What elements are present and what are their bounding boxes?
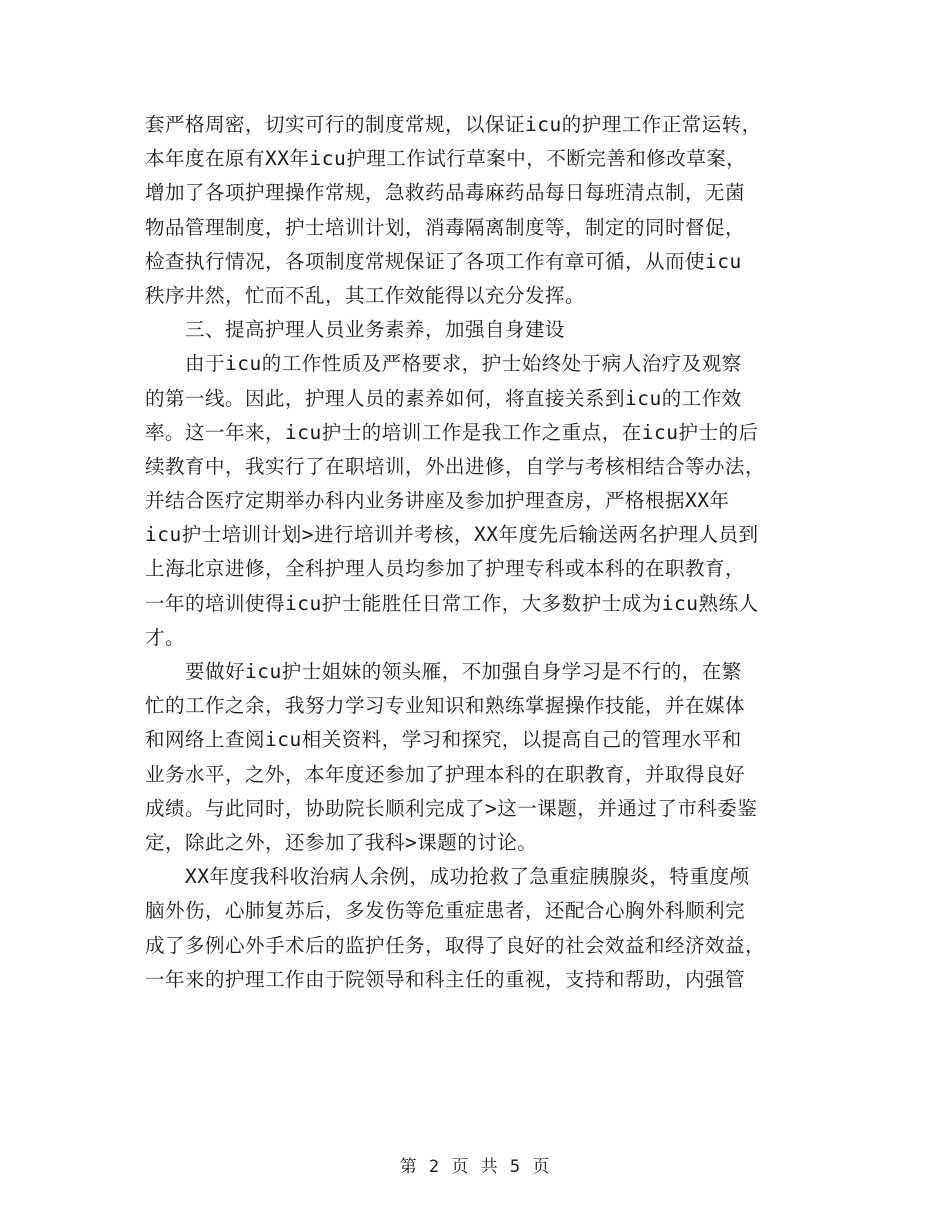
text-line: 上海北京进修，全科护理人员均参加了护理专科或本科的在职教育， bbox=[145, 557, 746, 581]
text-line: 的第一线。因此，护理人员的素养如何，将直接关系到icu的工作效 bbox=[145, 386, 742, 410]
text-line: 定，除此之外，还参加了我科>课题的讨论。 bbox=[145, 830, 538, 854]
text-line: 和网络上查阅icu相关资料，学习和探究，以提高自己的管理水平和 bbox=[145, 728, 742, 752]
text-line: 忙的工作之余，我努力学习专业知识和熟练掌握操作技能，并在媒体 bbox=[145, 694, 746, 718]
text-line: 三、提高护理人员业务素养，加强自身建设 bbox=[185, 318, 566, 342]
text-line: icu护士培训计划>进行培训并考核，XX年度先后输送两名护理人员到 bbox=[145, 523, 759, 547]
text-line: 本年度在原有XX年icu护理工作试行草案中，不断完善和修改草案， bbox=[145, 147, 747, 171]
text-line: 增加了各项护理操作常规，急救药品毒麻药品每日每班清点制，无菌 bbox=[145, 181, 746, 205]
text-line: 脑外伤，心肺复苏后，多发伤等危重症患者，还配合心胸外科顺利完 bbox=[145, 899, 746, 923]
text-line: 要做好icu护士姐妹的领头雁，不加强自身学习是不行的，在繁 bbox=[185, 660, 742, 683]
text-line: 才。 bbox=[145, 625, 186, 649]
text-line: XX年度我科收治病人余例，成功抢救了急重症胰腺炎，特重度颅 bbox=[185, 865, 750, 889]
text-line: 业务水平，之外，本年度还参加了护理本科的在职教育，并取得良好 bbox=[145, 762, 746, 786]
page-number-label: 第 2 页 共 5 页 bbox=[399, 1157, 551, 1177]
text-line: 秩序井然，忙而不乱，其工作效能得以充分发挥。 bbox=[145, 283, 586, 307]
text-line: 续教育中，我实行了在职培训，外出进修，自学与考核相结合等办法， bbox=[145, 454, 766, 478]
text-line: 成了多例心外手术后的监护任务，取得了良好的社会效益和经济效益， bbox=[145, 933, 766, 957]
text-line: 率。这一年来，icu护士的培训工作是我工作之重点，在icu护士的后 bbox=[145, 420, 759, 444]
text-line: 并结合医疗定期举办科内业务讲座及参加护理查房，严格根据XX年 bbox=[145, 489, 730, 513]
text-line: 由于icu的工作性质及严格要求，护士始终处于病人治疗及观察 bbox=[185, 352, 742, 376]
text-line: 检查执行情况，各项制度常规保证了各项工作有章可循，从而使icu bbox=[145, 249, 742, 273]
text-line: 物品管理制度，护士培训计划，消毒隔离制度等，制定的同时督促， bbox=[145, 215, 746, 239]
text-line: 一年的培训使得icu护士能胜任日常工作，大多数护士成为icu熟练人 bbox=[145, 591, 759, 615]
text-line: 套严格周密，切实可行的制度常规，以保证icu的护理工作正常运转， bbox=[145, 113, 762, 136]
text-line: 一年来的护理工作由于院领导和科主任的重视，支持和帮助，内强管 bbox=[145, 967, 746, 991]
page-footer bbox=[0, 1152, 950, 1177]
document-body bbox=[145, 108, 815, 997]
text-line: 成绩。与此同时，协助院长顺利完成了>这一课题，并通过了市科委鉴 bbox=[145, 796, 758, 820]
